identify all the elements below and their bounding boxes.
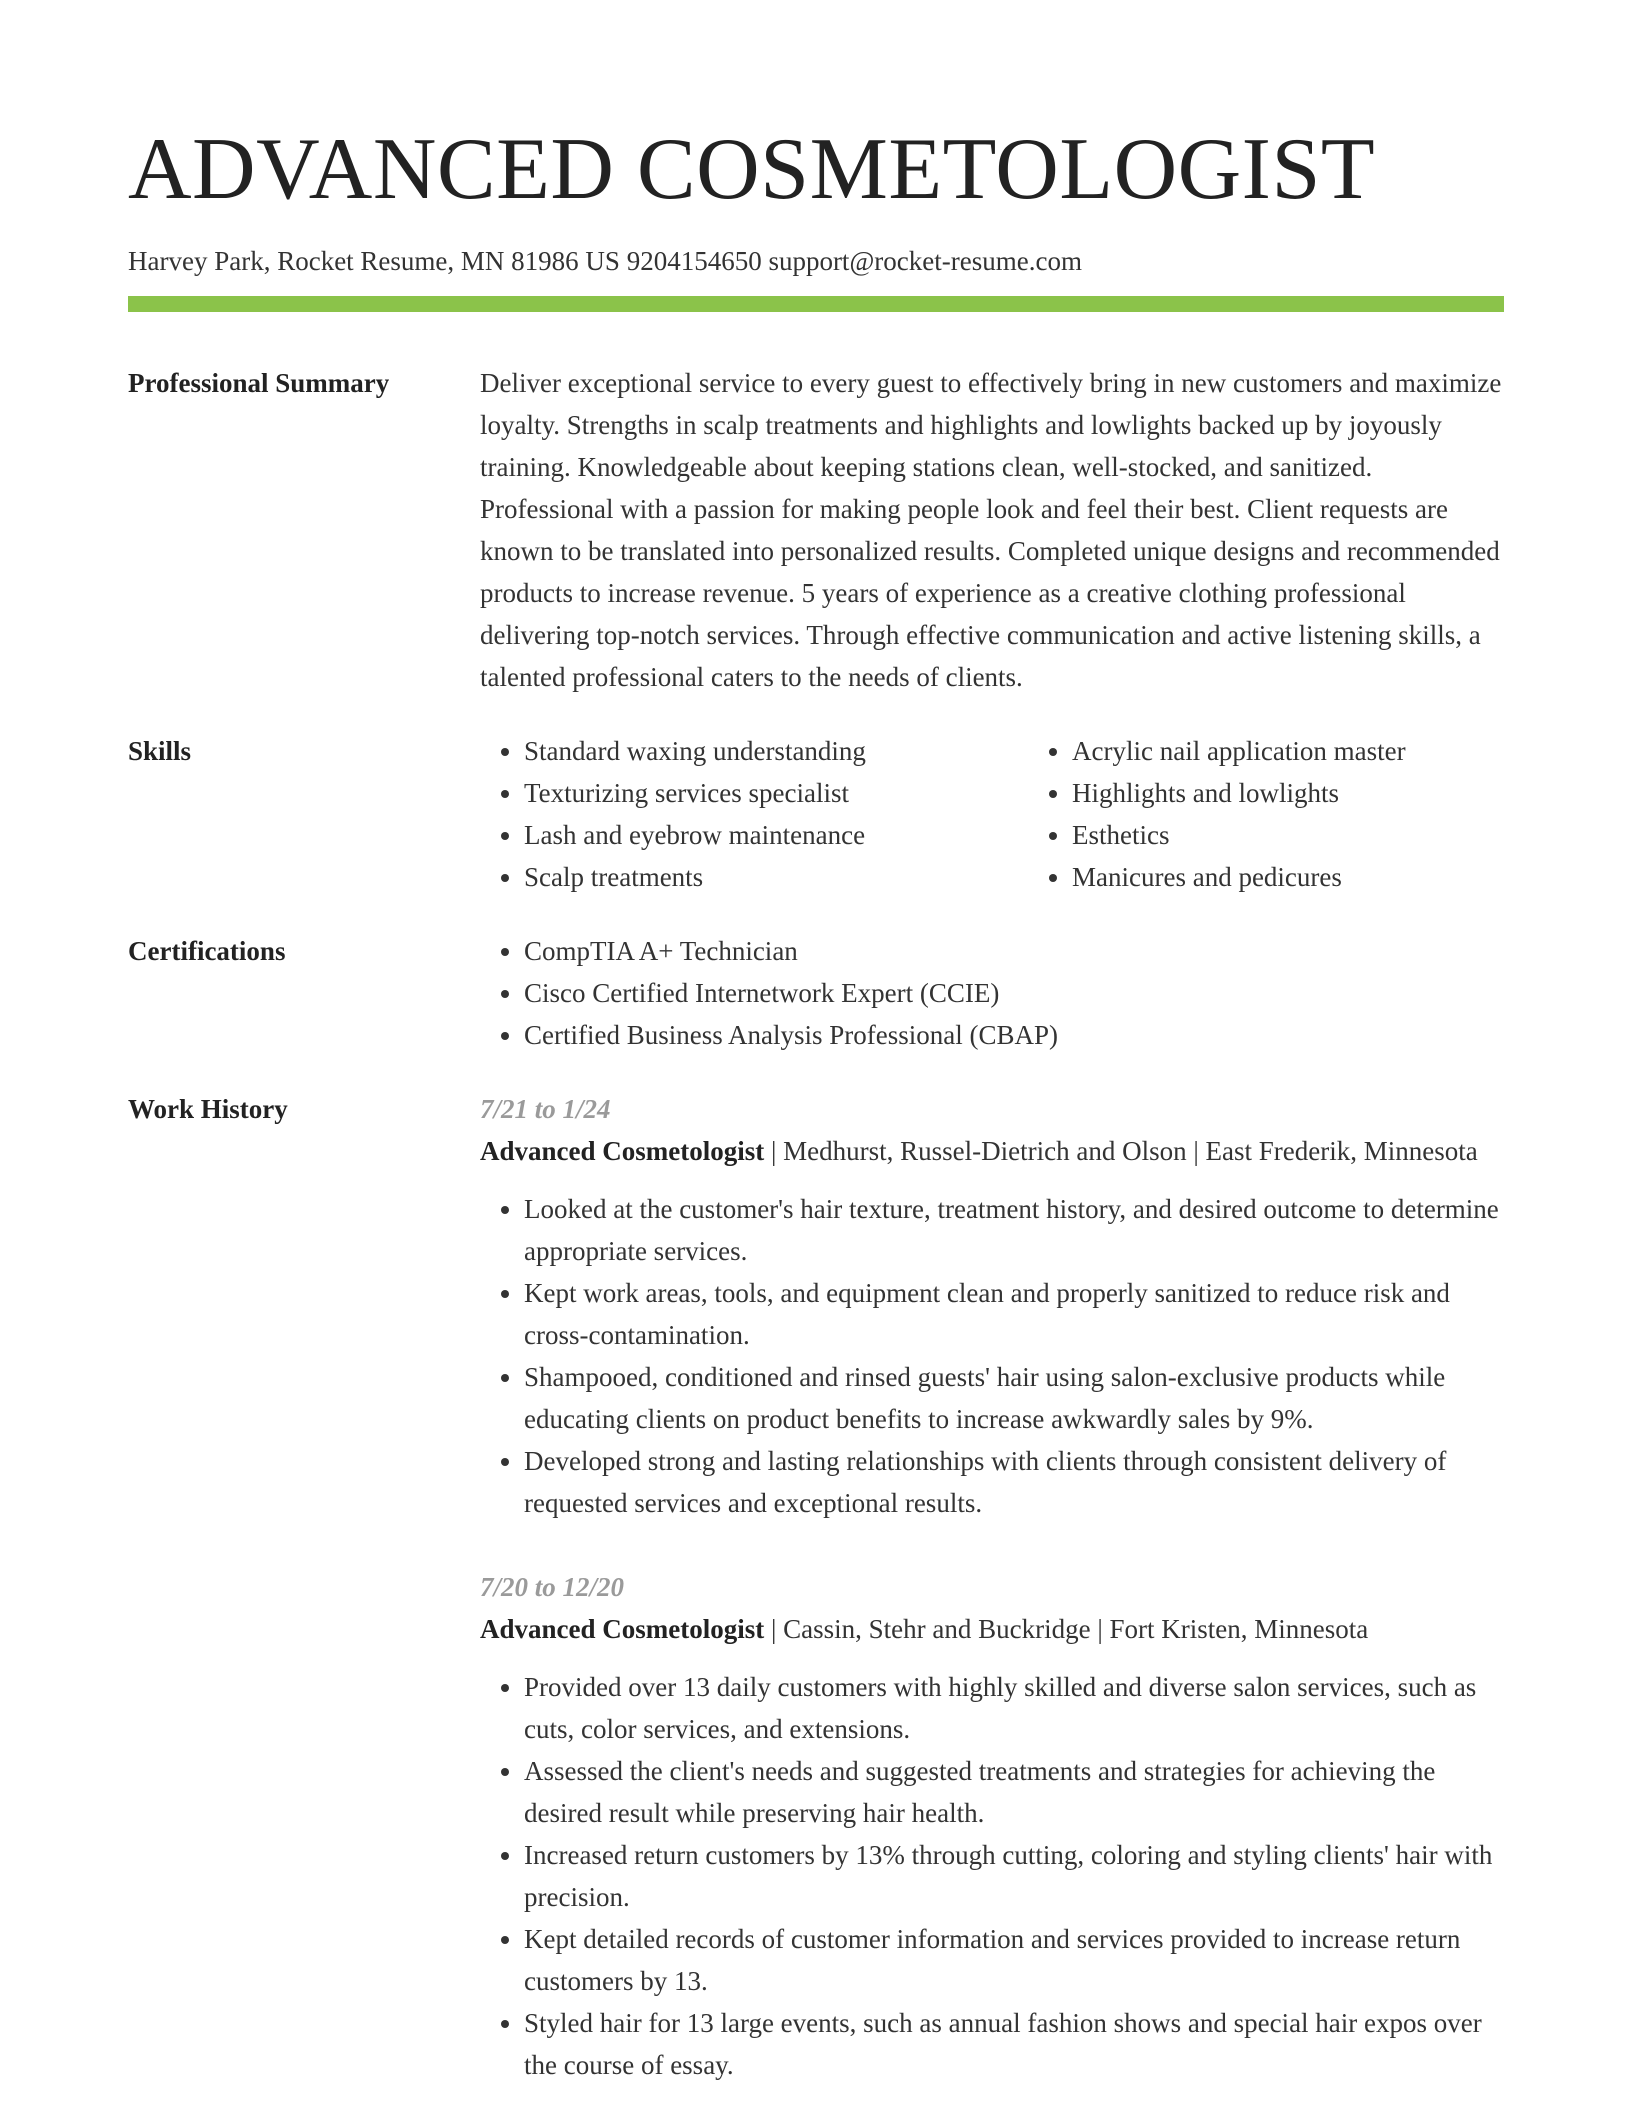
section-certifications	[128, 930, 1504, 1056]
skill-item: • Highlights and lowlights	[1072, 772, 1576, 814]
job-bullet: • Developed strong and lasting relationships with clients through consistent delivery of requested services and exceptional results.	[524, 1440, 1504, 1524]
skill-item: • Texturizing services specialist	[524, 772, 1028, 814]
job-entry	[480, 1088, 1504, 1524]
contact-address: Harvey Park, Rocket Resume, MN 81986 US	[128, 246, 620, 276]
skills-list-right	[1028, 730, 1576, 898]
certification-item: • CompTIA A+ Technician	[524, 930, 1504, 972]
skill-item: • Lash and eyebrow maintenance	[524, 814, 1028, 856]
job-bullet: • Increased return customers by 13% through cutting, coloring and styling clients' hair with precision.	[524, 1834, 1504, 1918]
job-bullet: • Provided over 13 daily customers with highly skilled and diverse salon services, such as cuts, color services, and extensions.	[524, 1666, 1504, 1750]
section-skills	[128, 730, 1504, 898]
job-dates: 7/20 to 12/20	[480, 1572, 625, 1602]
section-professional-summary	[128, 362, 1504, 698]
resume-page	[128, 120, 1504, 2086]
header-divider	[128, 296, 1504, 312]
section-label-summary: Professional Summary	[128, 368, 390, 398]
section-label-work-history: Work History	[128, 1094, 288, 1124]
contact-line	[128, 244, 1504, 278]
skill-item: • Scalp treatments	[524, 856, 1028, 898]
skills-grid	[480, 730, 1576, 898]
summary-text: Deliver exceptional service to every guest to effectively bring in new customers and maximize loyalty. Strengths in scalp treatments and highlights and lowlights backed up by joyously training. Knowledgeable about keeping stations clean, well-stocked, and sanitized. Professional with a passion for making people look and feel their best. Client requests are known to be translated into personalized results. Completed unique designs and recommended products to increase revenue. 5 years of experience as a creative clothing professional delivering top-notch services. Through effective communication and active listening skills, a talented professional caters to the needs of clients.	[480, 368, 1502, 692]
section-label-skills: Skills	[128, 736, 192, 766]
section-label-certifications: Certifications	[128, 936, 286, 966]
contact-phone: 9204154650	[626, 246, 762, 276]
certifications-list	[480, 930, 1504, 1056]
job-bullet: • Styled hair for 13 large events, such as annual fashion shows and special hair expos over the course of essay.	[524, 2002, 1504, 2086]
job-bullet: • Assessed the client's needs and suggested treatments and strategies for achieving the desired result while preserving hair health.	[524, 1750, 1504, 1834]
job-title-line	[480, 1130, 1504, 1172]
job-employer-location: | Medhurst, Russel-Dietrich and Olson | East Frederik, Minnesota	[764, 1136, 1478, 1166]
skill-item: • Acrylic nail application master	[1072, 730, 1576, 772]
job-employer-location: | Cassin, Stehr and Buckridge | Fort Kristen, Minnesota	[764, 1614, 1369, 1644]
job-title: Advanced Cosmetologist	[480, 1136, 765, 1166]
skill-item: • Esthetics	[1072, 814, 1576, 856]
job-title: Advanced Cosmetologist	[480, 1614, 765, 1644]
job-entry	[480, 1566, 1504, 2086]
job-bullets	[480, 1666, 1504, 2086]
job-bullets	[480, 1188, 1504, 1524]
job-bullet: • Shampooed, conditioned and rinsed guests' hair using salon-exclusive products while educating clients on product benefits to increase awkwardly sales by 9%.	[524, 1356, 1504, 1440]
skill-item: • Manicures and pedicures	[1072, 856, 1576, 898]
skill-item: • Standard waxing understanding	[524, 730, 1028, 772]
contact-email[interactable]: support@rocket-resume.com	[768, 246, 1082, 276]
certification-item: • Cisco Certified Internetwork Expert (CCIE)	[524, 972, 1504, 1014]
skills-list-left	[480, 730, 1028, 898]
job-dates: 7/21 to 1/24	[480, 1094, 611, 1124]
job-bullet: • Kept work areas, tools, and equipment clean and properly sanitized to reduce risk and cross-contamination.	[524, 1272, 1504, 1356]
job-bullet: • Kept detailed records of customer information and services provided to increase return customers by 13.	[524, 1918, 1504, 2002]
job-title-line	[480, 1608, 1504, 1650]
section-work-history	[128, 1088, 1504, 2086]
candidate-name: ADVANCED COSMETOLOGIST	[128, 121, 1376, 218]
certification-item: • Certified Business Analysis Professional (CBAP)	[524, 1014, 1504, 1056]
job-bullet: • Looked at the customer's hair texture, treatment history, and desired outcome to determine appropriate services.	[524, 1188, 1504, 1272]
